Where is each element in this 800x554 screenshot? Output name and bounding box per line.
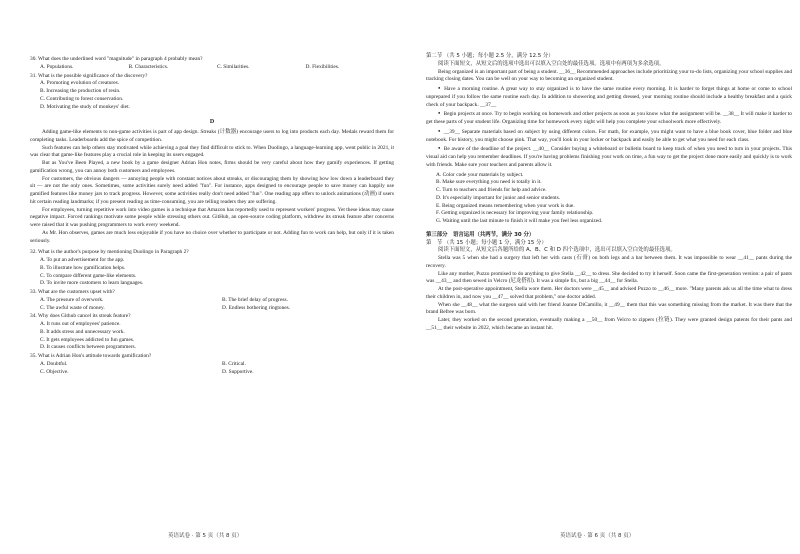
seven-choose-five-passage [426, 69, 792, 170]
option-c: C. To compare different game-like elements. [40, 272, 137, 279]
paragraph: Such features can help others stay motivated while achieving a goal they find difficult to stick to. When Duolingo, a language-learning app, went public in 2021, it was clear that game-like features play a crucial role in keeping its users engaged. [30, 144, 394, 159]
question-stem: 35. What is Adrian Hon's attitude towards gamification? [30, 353, 152, 359]
option-b: B. Characteristics. [128, 63, 169, 70]
option-g: G. Waiting until the last minute to finish it will make you feel less organized. [436, 218, 603, 224]
option-a: A. Promoting evolution of creatures. [40, 80, 120, 87]
option-e: E. Being organized means remembering when your work is due. [436, 202, 575, 209]
section-3-subtitle: 第 节 （共 15 小题；每小题 1 分，满分 15 分） [426, 239, 547, 246]
section-3-instructions: 阅读下面短文，从短文后各题所给的 A、B、C 和 D 四个选项中，选出可以填入空白处的最佳选项。 [438, 247, 676, 254]
option-d: D. Endless bothering ringtones. [222, 304, 291, 311]
option-a: A. Color code your materials by subject. [436, 171, 524, 178]
option-b: B. Make sure everything you need is totally in it. [436, 179, 542, 186]
option-a: A. To put an advertisement for the app. [40, 257, 125, 263]
option-f: F. Getting organized is necessary for improving your family relationship. [436, 210, 594, 217]
page-footer-left: 英语试卷 · 第 5 页（共 8 页） [168, 533, 243, 539]
question-30 [30, 56, 394, 72]
question-stem: 33. What are the customers upset with? [30, 289, 115, 295]
question-31 [30, 73, 394, 112]
paragraph: Later, they worked on the second generation, eventually making a __50__ from Velcro to zippers (拉链). They were granted design patents for their pants and __51__ their website in 2022, which became an instant hit. [426, 317, 792, 331]
question-stem: 32. What is the author's purpose by mentioning Duolingo in Paragraph 2? [30, 249, 189, 256]
option-d: D. Flexibilities. [305, 63, 340, 70]
page-6 [400, 0, 800, 554]
option-d: D. Motivating the study of monkeys' diet. [40, 103, 130, 110]
question-33 [30, 289, 394, 312]
option-d: D. To invite more customers to learn languages. [40, 280, 144, 287]
passage-d [30, 129, 394, 245]
option-b: B. Critical. [222, 360, 246, 367]
question-stem: 30. What does the underlined word "magnitude" in paragraph 4 probably mean? [30, 56, 203, 62]
option-d: D. Supportive. [222, 368, 254, 375]
paragraph: For employees, turning repetitive work into video games is a technique that Amazon has reportedly used to represent workers' progress. Yet these ideas may cause negative impact. Forced rankings motivate some people while stressing others out. GitHub, an open-source coding platform, withdrew its streak feature after concerns were raised that it was pushing programmers to work every weekend. [30, 206, 394, 228]
question-stem: 34. Why does Github cancel its streak feature? [30, 313, 131, 320]
paragraph: As Mr. Hon observes, games are much less enjoyable if you have no choice over whether to participate or not. Adding fun to work can help, but only if it is taken seriously. [30, 229, 394, 244]
question-32 [30, 249, 394, 288]
paragraph: At the post-operative appointment, Stella wore them. Her doctors were __45__ and advised Puzzo to __46__ more. "Many parents ask us all the time what to dress their children in, and now you __47__ solved that problem," one doctor added. [426, 286, 792, 300]
section-2-title: 第二节 （共 5 小题；每小题 2.5 分，满分 12.5 分） [426, 53, 554, 59]
paragraph: ● Have a morning routine. A great way to stay organized is to have the same routine every morning. It is harder to forget things at home or come to school unprepared if you follow the same routine each day. In addition to showering and getting dressed, your morning routine should include a healthy breakfast and a quick check of your backpack. __37__ [426, 84, 792, 109]
paragraph: ● Be aware of the deadline of the project. __40__ Consider buying a whiteboard or bulletin board to keep track of when you need to turn in your projects. This visual aid can help you remember deadlines. If you're having problems finishing your work on time, a fun way to get the project done more easily and quickly is to work with friends. Make sure your teachers and parents allow it. [426, 144, 792, 169]
option-b: B. It adds stress and unnecessary work. [40, 328, 125, 335]
section-d-heading: D [209, 119, 215, 126]
option-b: B. The brief delay of progress. [222, 296, 288, 303]
paragraph: Stella was 5 when she had a surgery that left her with casts (石膏) on both legs and a bar between them. It was impossible to wear __41__ pants during the recovery. [426, 255, 792, 269]
option-b: B. To illustrate how gamification helps. [40, 264, 126, 271]
option-b: B. Increasing the production of resin. [40, 88, 121, 94]
option-c: C. Objective. [40, 368, 69, 375]
page-footer-right: 英语试卷 · 第 6 页（共 8 页） [560, 533, 635, 539]
option-c: C. Turn to teachers and friends for help and advice. [436, 187, 547, 193]
paragraph: Adding game-like elements to non-game activities is part of app design. Streaks (计数器) encourage users to log into products each day. Medals reward them for completing tasks. Leaderboards add the spice of competition. [30, 129, 394, 143]
paragraph: ● __39__ Separate materials based on subject by using different colors. For math, for example, you might want to have a blue book cover, blue folder and blue notebook. For history, you might choose pink. That way, you'll look in your locker or backpack and easily be able to get what you need for each class. [426, 127, 792, 145]
option-c: C. Contributing to forest conservation. [40, 95, 124, 102]
option-a: A. Doubtful. [40, 360, 68, 367]
option-d: D. It's especially important for junior and senior students. [436, 194, 561, 201]
option-a: A. The pressure of overwork. [40, 296, 104, 303]
section-2-instructions: 阅读下面短文，从短文后的选项中选出可以填入空白处的最佳选项。选项中有两项为多余选项。 [438, 60, 665, 67]
options [30, 64, 394, 72]
paragraph: When she __48__ what the surgeon said with her friend Joanne DiCamillo, it __49__ them that this was something missing from the market. It was there that the brand Befree was born. [426, 301, 792, 316]
paragraph: Being organized is an important part of being a student. __36__ Recommended approaches include prioritizing your to-do lists, organizing your school supplies and tracking closing dates. You can be well on your way to becoming an organized student. [426, 68, 793, 83]
question-stem: 31. What is the possible significance of the discovery? [30, 72, 148, 79]
paragraph: But as You've Been Played, a new book by a game designer Adrian Hon notes, firms should be very careful about how they gamify experiences. If getting gamification wrong, you can annoy both customers and employees. [30, 160, 394, 174]
option-d: D. It causes conflicts between programmers. [40, 344, 136, 351]
option-c: C. Similarities. [217, 63, 250, 70]
option-c: C. The awful waste of money. [40, 304, 105, 311]
option-a: A. Populations. [40, 63, 74, 70]
paragraph: ● Begin projects at once. Try to begin working on homework and other projects as soon as you know what the assignment will be. __38__ It will make it harder to get these parts of your student life. Organizing time for homework every night will help you complete your schoolwork more effectively. [426, 109, 792, 127]
cloze-passage [426, 255, 792, 333]
question-35 [30, 353, 394, 376]
section-3-title: 第三部分 语言运用（共两节，满分 30 分） [426, 231, 535, 238]
question-34 [30, 313, 394, 352]
option-a: A. It runs out of employees' patience. [40, 321, 121, 327]
paragraph: For customers, the obvious dangers — annoying people with constant notices about streaks, or discouraging them by showing how low down a leaderboard they sit — are not the only ones. Sometimes, some activities surely need added "fun". For instance, apps designed to encourage people to save money can happily use gamified features like money jars to track progress. However, some activities really don't need added "fun". One reading app offers to unlock animations (动画) if users hit certain reading landmarks; if you present reading as time-consuming, you are telling readers they are suffering. [30, 175, 394, 205]
paragraph: Like any mother, Puzzo promised to do anything to give Stella __42__ to dress. She decided to try it herself. Soon came the first-generation version: a pair of pants was __43__ and then sewed in Velcro (尼龙搭扣). It was a simple fix, but a big __44__ for Stella. [426, 270, 792, 285]
answer-options [426, 172, 792, 226]
option-c: C. It gets employees addicted to fun games. [40, 336, 135, 343]
